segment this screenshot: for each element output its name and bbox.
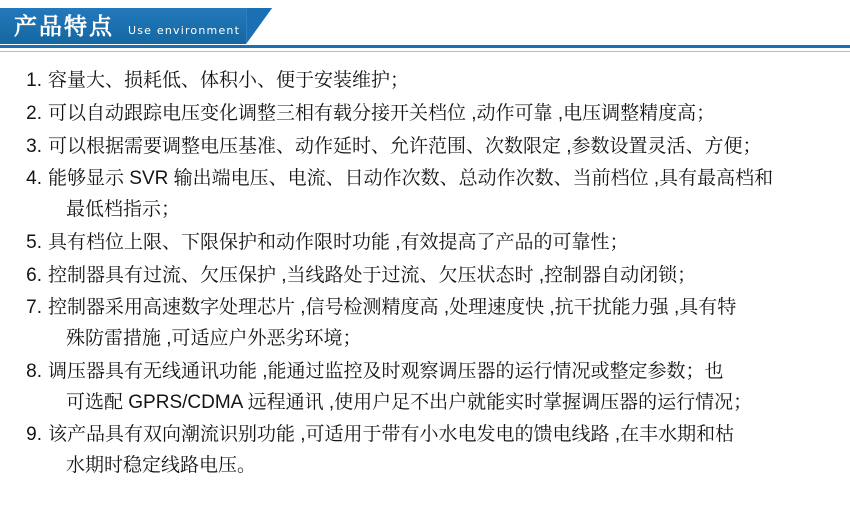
list-item-text (48, 99, 832, 130)
list-item (16, 99, 832, 130)
list-item-line: 能够显示 SVR 输出端电压、电流、日动作次数、总动作次数、当前档位 ,具有最高档和 (48, 168, 774, 190)
list-item-number: 5. (26, 231, 42, 253)
list-item-number: 6. (26, 264, 42, 286)
list-item-text (48, 164, 832, 226)
list-item-line: 水期时稳定线路电压。 (66, 455, 257, 477)
list-item-text (48, 293, 832, 355)
list-item (16, 164, 832, 226)
header-rule-thin (0, 51, 850, 52)
list-item-text (48, 420, 832, 482)
list-item-number: 7. (26, 297, 42, 319)
header-banner (0, 8, 246, 44)
list-item (16, 132, 832, 163)
list-item-number: 1. (26, 70, 42, 91)
list-item (16, 228, 832, 259)
list-item-number: 3. (26, 135, 42, 157)
list-item-line: 最低档指示； (66, 199, 181, 221)
list-item-line: 可选配 GPRS/CDMA 远程通讯 ,使用户足不出户就能实时掌握调压器的运行情况； (66, 391, 753, 413)
features-list (16, 66, 832, 482)
list-item-text (48, 66, 832, 97)
list-item-number: 2. (26, 102, 42, 124)
list-item-number: 9. (26, 424, 42, 446)
list-item-line: 调压器具有无线通讯功能 ,能通过监控及时观察调压器的运行情况或整定参数；也 (48, 360, 724, 382)
list-item (16, 66, 832, 97)
page-subtitle: Use environment (128, 23, 241, 37)
page-title: 产品特点 (14, 12, 114, 39)
list-item-line: 该产品具有双向潮流识别功能 ,可适用于带有小水电发电的馈电线路 ,在丰水期和枯 (48, 424, 735, 446)
header-rule (0, 45, 850, 48)
list-item-text (48, 357, 832, 419)
header-slant-decoration (246, 8, 272, 44)
list-item-line: 控制器具有过流、欠压保护 ,当线路处于过流、欠压状态时 ,控制器自动闭锁； (48, 264, 697, 286)
list-item (16, 420, 832, 482)
list-item-text (48, 132, 832, 163)
list-item (16, 293, 832, 355)
list-item-number: 8. (26, 360, 42, 382)
list-item-line: 具有档位上限、下限保护和动作限时功能 ,有效提高了产品的可靠性； (48, 231, 629, 253)
section-header (0, 8, 850, 52)
list-item-text (48, 261, 832, 292)
document-page (0, 8, 850, 525)
list-item-number: 4. (26, 168, 42, 190)
list-item-line: 殊防雷措施 ,可适应户外恶劣环境； (66, 328, 362, 350)
features-content (0, 52, 850, 482)
list-item-line: 控制器采用高速数字处理芯片 ,信号检测精度高 ,处理速度快 ,抗干扰能力强 ,具有特 (48, 297, 737, 319)
list-item (16, 357, 832, 419)
list-item-line: 容量大、损耗低、体积小、便于安装维护； (48, 70, 410, 91)
list-item-text (48, 228, 832, 259)
list-item-line: 可以自动跟踪电压变化调整三相有载分接开关档位 ,动作可靠 ,电压调整精度高； (48, 102, 716, 124)
list-item-line: 可以根据需要调整电压基准、动作延时、允许范围、次数限定 ,参数设置灵活、方便； (48, 135, 762, 157)
list-item (16, 261, 832, 292)
